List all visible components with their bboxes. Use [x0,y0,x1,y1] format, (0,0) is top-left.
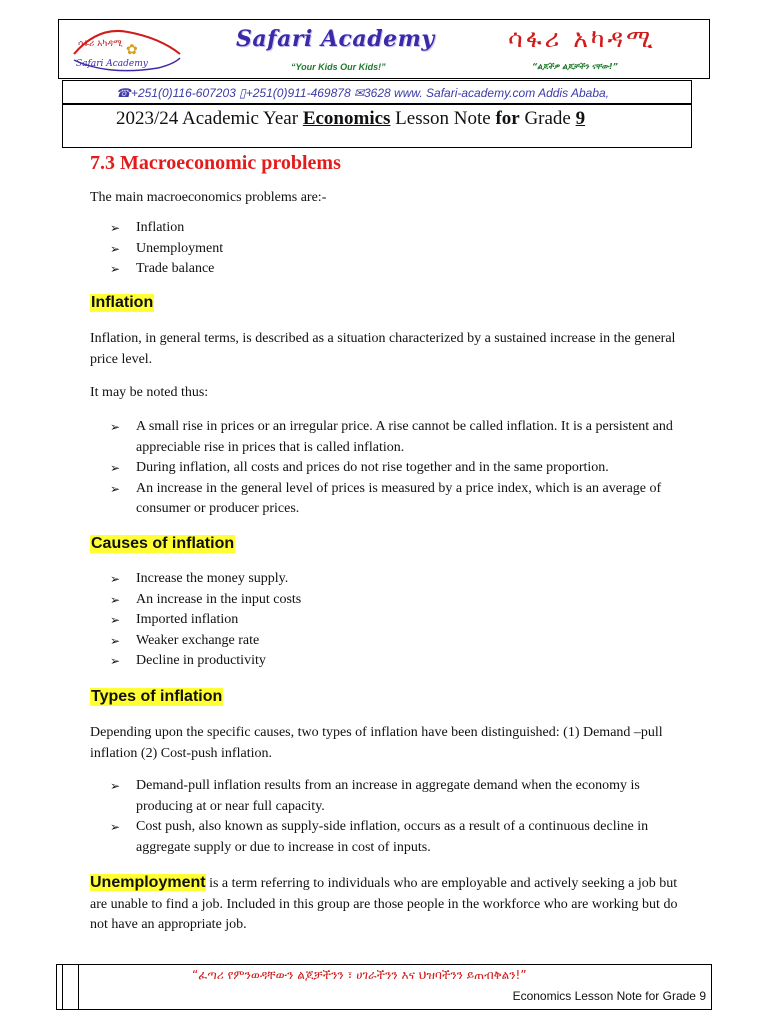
slogan-en: “Your Kids Our Kids!” [291,62,386,72]
contact-line: ☎+251(0)116-607203 ▯+251(0)911-469878 ✉3628 www. Safari-academy.com Addis Ababa, [116,86,610,100]
list-item: ➢ Demand-pull inflation results from an increase in aggregate demand when the economy is producing at or near full capacity. [110,778,640,814]
title-year: 2023/24 Academic Year [116,108,299,129]
list-item: ➢ Unemployment [110,239,690,260]
list-item: ➢ An increase in the general level of prices is measured by a price index, which is an average of consumer or producer prices. [110,480,662,517]
problems-list [110,218,690,280]
arrow-bullet-icon: ➢ [110,420,121,434]
list-item: ➢ Trade balance [110,259,690,280]
causes-heading: Causes of inflation [91,535,235,552]
footer-label: Economics Lesson Note for Grade 9 [512,989,706,1003]
arrow-bullet-icon: ➢ [110,572,121,586]
list-item: ➢ An increase in the input costs [110,590,690,611]
arrow-bullet-icon: ➢ [110,221,121,235]
arrow-bullet-icon: ➢ [110,262,121,277]
list-item: ➢ During inflation, all costs and prices do not rise together and in the same proportion. [110,458,690,479]
section-heading: 7.3 Macroeconomic problems [90,152,341,174]
arrow-bullet-icon: ➢ [110,592,121,607]
footer-divider [62,964,63,1010]
logo-text: Safari Academy [76,59,148,69]
noted-intro: It may be noted thus: [90,385,209,400]
unemployment-paragraph [90,873,690,936]
types-intro: Depending upon the specific causes, two types of inflation have been distinguished: (1) Demand –pull inflation (2) Cost-push inflation. [90,725,663,761]
list-item: ➢ Cost push, also known as supply-side inflation, occurs as a result of a continuous decline in aggregate supply or due to increase in cost of inputs. [110,819,649,855]
types-heading: Types of inflation [91,688,223,705]
arrow-bullet-icon: ➢ [110,633,121,648]
list-item: ➢ Weaker exchange rate [110,631,690,652]
brand-name-en: Safari Academy [236,26,435,52]
list-item: ➢ Imported inflation [110,610,690,631]
svg-text:✿: ✿ [126,42,138,58]
title-for: for [495,108,520,129]
footer-divider [78,964,79,1010]
arrow-bullet-icon: ➢ [110,613,121,628]
arrow-bullet-icon: ➢ [110,481,121,496]
intro-text: The main macroeconomics problems are:- [90,190,327,205]
title-grade-word: Grade [524,108,571,129]
title-subject: Economics [302,108,391,129]
title-grade-number: 9 [575,108,586,129]
list-item: ➢ Increase the money supply. [110,569,690,590]
arrow-bullet-icon: ➢ [110,241,121,256]
noted-list [110,417,690,520]
lesson-title [116,108,585,130]
inflation-definition: Inflation, in general terms, is described as a situation characterized by a sustained increase in the general price level. [90,331,676,367]
list-item: ➢ A small rise in prices or an irregular price. A rise cannot be called inflation. It is a persistent and appreciable rise in prices that is called inflation. [110,419,673,455]
unemployment-definition: is a term referring to individuals who are employable and actively seeking a job but are unable to find a job. Included in this group are those people in the workforce who are working but do not have an appropriate job. [90,876,678,933]
footer-motto: “ፈጣሪ የምንወዳቸውን ልጆቻችንን ፣ ሀገራችንን እና ህዝባችንን ይጠብቅልን!” [192,968,527,982]
types-list [110,776,690,858]
brand-name-am: ሳፋሪ አካዳሚ [508,24,656,53]
arrow-bullet-icon: ➢ [110,820,121,835]
arrow-bullet-icon: ➢ [110,779,121,793]
list-item: ➢ Inflation [110,218,690,239]
list-item: ➢ Decline in productivity [110,651,690,672]
unemployment-term: Unemployment [90,874,206,891]
arrow-bullet-icon: ➢ [110,461,121,476]
inflation-heading: Inflation [91,294,154,311]
slogan-am: “ልጆችዎ ልጆቻችን ናቸው!” [532,62,618,71]
arrow-bullet-icon: ➢ [110,654,121,669]
svg-text:ሳፋሪ አካዳሚ: ሳፋሪ አካዳሚ [78,39,123,49]
causes-list [110,569,690,672]
title-lesson: Lesson Note [395,108,491,129]
academy-logo [68,24,186,76]
